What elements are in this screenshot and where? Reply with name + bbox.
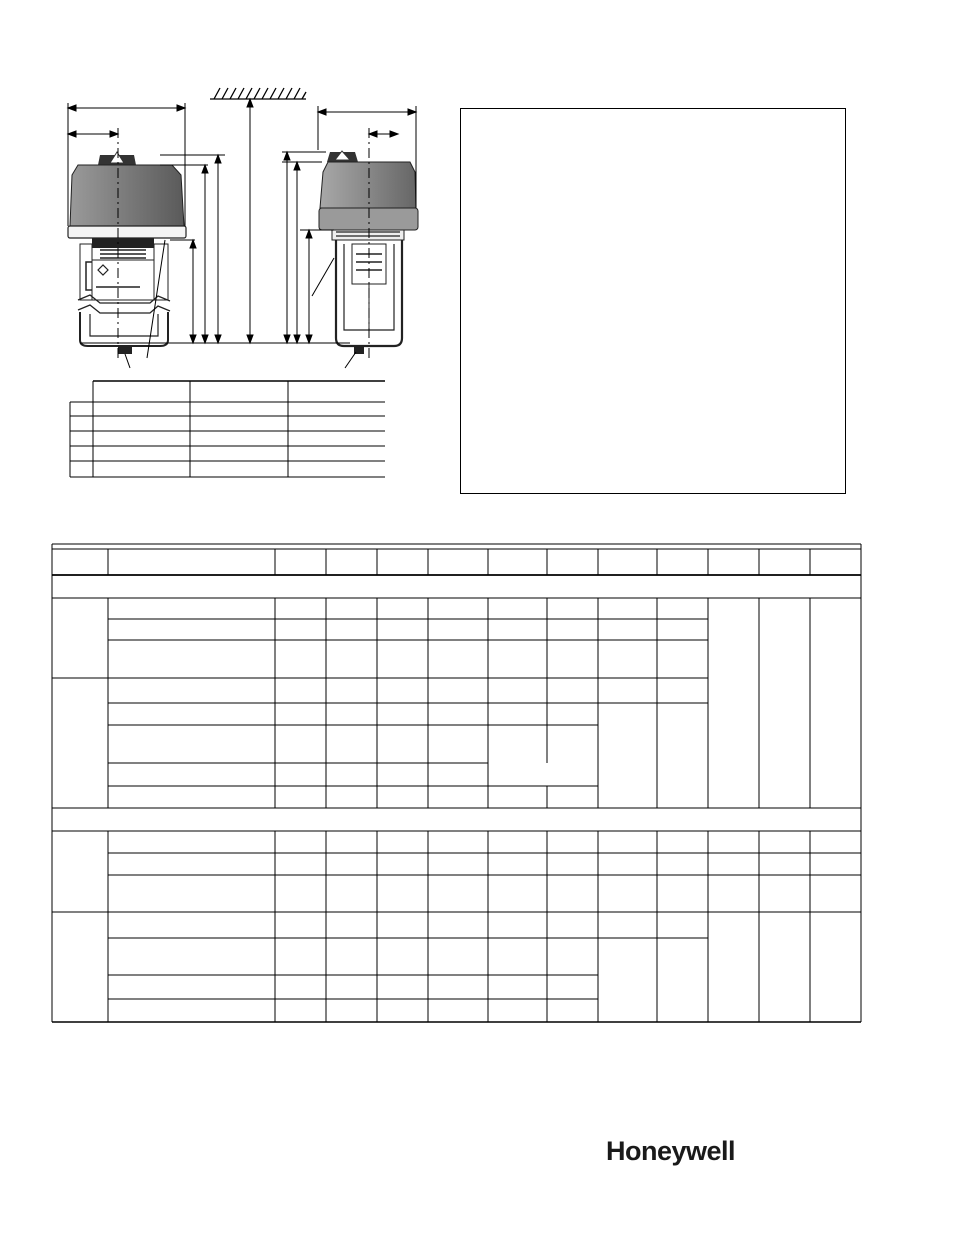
honeywell-logo: Honeywell (606, 1136, 736, 1166)
